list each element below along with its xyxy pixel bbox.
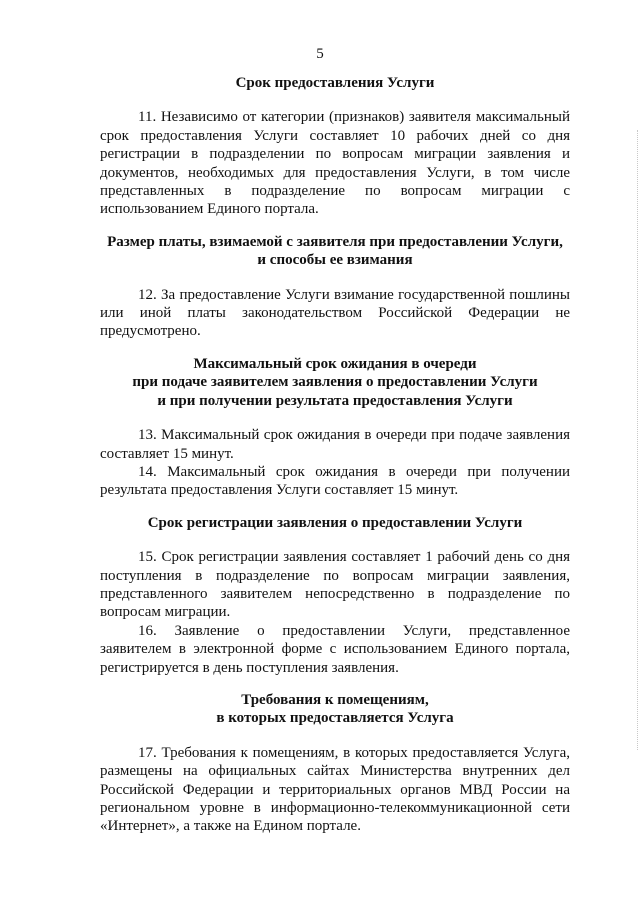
section-fee <box>100 233 570 341</box>
paragraph: 17. Требования к помещениям, в которых предоставляется Услуга, размещены на официальных сайтах Министерства внутренних дел Российской Федерации и территориальных органов МВД России на региональном уровне в информационно-телекоммуникационной сети «Интернет», а также на Едином портале. <box>100 744 570 835</box>
heading-line: и способы ее взимания <box>257 252 413 269</box>
heading-line: в которых предоставляется Услуга <box>216 710 454 727</box>
heading-line: Требования к помещениям, <box>241 691 429 708</box>
paragraph: 11. Независимо от категории (признаков) заявителя максимальный срок предоставления Услуги составляет 10 рабочих дней со дня регистрации в подразделении по вопросам миграции заявления и документов, необходимых для предоставления Услуги, в том числе представленных в подразделение по вопросам миграции с использованием Единого портала. <box>100 109 570 218</box>
paragraph: 13. Максимальный срок ожидания в очереди при подаче заявления составляет 15 минут. <box>100 427 570 462</box>
scan-edge-marks <box>635 130 638 750</box>
heading-line: Максимальный срок ожидания в очереди <box>193 355 477 372</box>
page-number: 5 <box>316 46 324 62</box>
section-registration-term <box>100 514 570 677</box>
section-heading <box>100 355 570 410</box>
section-heading <box>100 233 570 270</box>
section-heading <box>100 74 570 92</box>
heading-line: Срок предоставления Услуги <box>235 75 435 91</box>
heading-line: при подаче заявителем заявления о предоставлении Услуги <box>132 374 538 391</box>
paragraph: 12. За предоставление Услуги взимание государственной пошлины или иной платы законодательством Российской Федерации не предусмотрено. <box>100 286 570 340</box>
section-queue-time <box>100 355 570 500</box>
heading-line: Размер платы, взимаемой с заявителя при предоставлении Услуги, <box>107 233 563 250</box>
document-body <box>100 74 570 836</box>
heading-line: и при получении результата предоставления Услуги <box>157 392 513 409</box>
section-heading <box>100 514 570 532</box>
paragraph: 14. Максимальный срок ожидания в очереди при получении результата предоставления Услуги составляет 15 минут. <box>100 463 570 499</box>
section-heading <box>100 691 570 728</box>
section-premises-requirements <box>100 691 570 836</box>
paragraph: 15. Срок регистрации заявления составляет 1 рабочий день со дня поступления в подразделение по вопросам миграции заявления, представленного заявителем непосредственно в подразделение по вопросам миграции. <box>100 549 570 621</box>
section-service-term <box>100 74 570 219</box>
paragraph: 16. Заявление о предоставлении Услуги, представленное заявителем в электронной форме с использованием Единого портала, регистрируется в день поступления заявления. <box>100 622 570 676</box>
heading-line: Срок регистрации заявления о предоставлении Услуги <box>147 514 523 531</box>
